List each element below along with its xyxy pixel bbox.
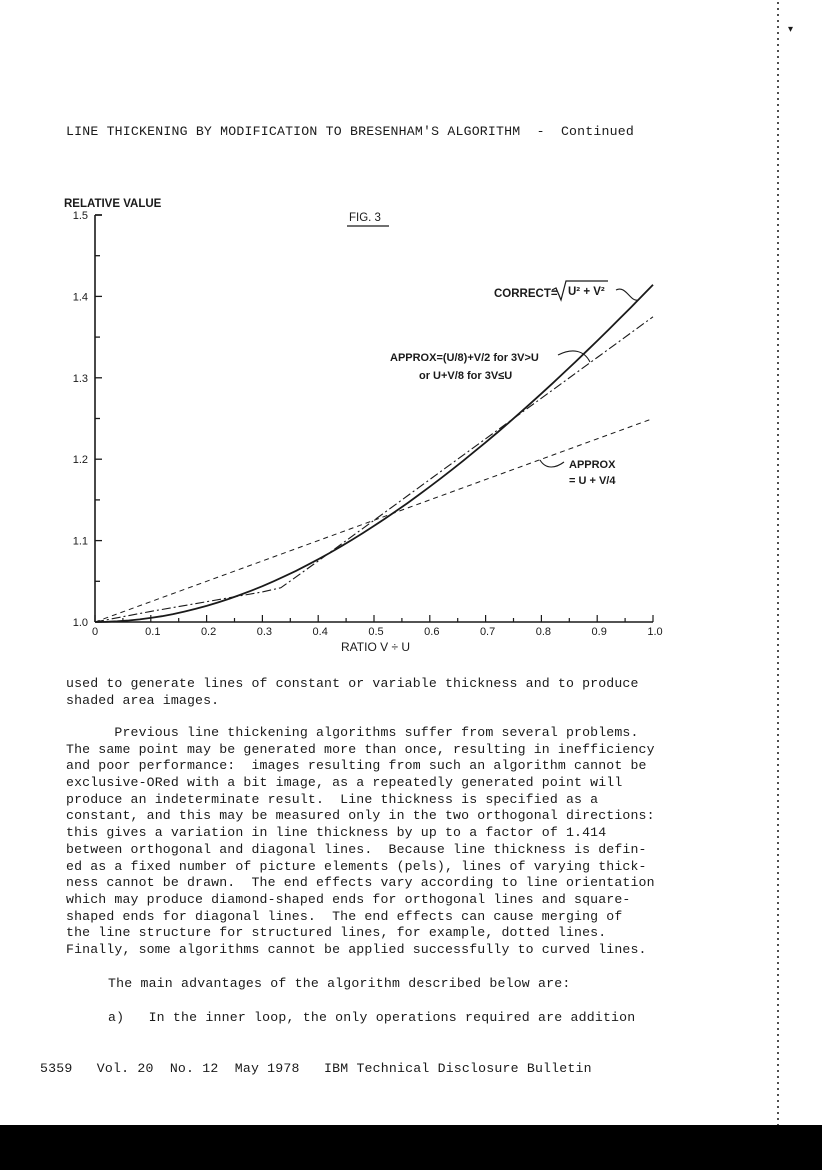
perforation-edge [776, 0, 780, 1125]
text-line: shaped ends for diagonal lines. The end effects can cause merging of [66, 908, 623, 924]
leader-approx-b [540, 460, 564, 467]
x-tick-label: 0.1 [145, 626, 161, 638]
y-tick-label: 1.0 [72, 617, 88, 629]
text-line: exclusive-ORed with a bit image, as a repeatedly generated point will [66, 775, 623, 791]
text-line: Finally, some algorithms cannot be applied successfully to curved lines. [66, 941, 647, 957]
y-axis-tick-labels [73, 210, 88, 629]
advantages-intro: The main advantages of the algorithm described below are: [108, 976, 571, 991]
text-line: and poor performance: images resulting from such an algorithm cannot be [66, 758, 647, 774]
y-axis-title: RELATIVE VALUE [64, 198, 162, 210]
label-approx-b-line1: APPROX [569, 459, 616, 471]
label-approx-a-line2: or U+V/8 for 3V≤U [419, 370, 513, 382]
y-tick-label: 1.2 [72, 454, 88, 467]
advantage-item-a: a) In the inner loop, the only operations required are addition [108, 1010, 636, 1025]
text-line: produce an indeterminate result. Line thickness is specified as a [66, 791, 599, 807]
paragraph-intro [66, 676, 639, 709]
x-tick-label: 0.2 [200, 626, 217, 638]
text-line: ness cannot be drawn. The end effects vary according to line orientation [66, 875, 655, 891]
x-tick-label: 0.4 [312, 626, 328, 638]
y-axis-ticks [95, 215, 102, 622]
text-line: the line structure for structured lines, for example, dotted lines. [66, 925, 607, 941]
series-correct-line [95, 285, 653, 622]
text-line: constant, and this may be measured only in the two orthogonal directions: [66, 808, 655, 824]
label-approx-a-line1: APPROX=(U/8)+V/2 for 3V>U [390, 352, 539, 364]
scan-bottom-band [0, 1125, 822, 1170]
x-tick-label: 1.0 [647, 626, 663, 638]
label-approx-b-line2: = U + V/4 [569, 475, 616, 487]
x-axis-title: RATIO V ÷ U [341, 640, 411, 654]
text-line: ed as a fixed number of picture elements (pels), lines of varying thick- [66, 858, 647, 874]
label-correct-expr: U² + V² [568, 286, 605, 298]
paragraph-problems [66, 725, 655, 959]
text-line: used to generate lines of constant or variable thickness and to produce [66, 676, 639, 691]
x-tick-label: 0.7 [479, 626, 496, 638]
corner-mark: ▾ [788, 24, 794, 35]
page-header: LINE THICKENING BY MODIFICATION TO BRESENHAM'S ALGORITHM - Continued [66, 124, 634, 139]
text-line: which may produce diamond-shaped ends for orthogonal lines and square- [66, 891, 631, 907]
page-footer: 5359 Vol. 20 No. 12 May 1978 IBM Technical Disclosure Bulletin [40, 1061, 592, 1076]
text-line: Previous line thickening algorithms suffer from several problems. [66, 725, 639, 740]
y-tick-label: 1.3 [72, 372, 88, 385]
y-tick-label: 1.4 [72, 291, 88, 304]
x-tick-label: 0.5 [368, 626, 384, 638]
text-line: between orthogonal and diagonal lines. Because line thickness is defin- [66, 841, 647, 857]
label-correct: CORRECT= [494, 288, 558, 300]
x-tick-label: 0.9 [591, 626, 607, 638]
series-approx-linear-line [95, 419, 653, 623]
y-tick-label: 1.1 [72, 535, 88, 548]
x-tick-label: 0 [91, 626, 99, 638]
figure-label: FIG. 3 [349, 212, 381, 224]
x-axis-ticks [95, 615, 653, 622]
text-line: shaded area images. [66, 692, 220, 708]
leader-correct [616, 289, 638, 300]
x-axis-tick-labels [92, 626, 663, 638]
text-line: The same point may be generated more than once, resulting in inefficiency [66, 741, 655, 757]
text-line: this gives a variation in line thickness by up to a factor of 1.414 [66, 825, 607, 841]
chart-series [95, 285, 653, 622]
x-tick-label: 0.8 [535, 626, 552, 638]
x-tick-label: 0.6 [424, 626, 440, 638]
y-tick-label: 1.5 [72, 210, 88, 222]
x-tick-label: 0.3 [256, 626, 273, 638]
